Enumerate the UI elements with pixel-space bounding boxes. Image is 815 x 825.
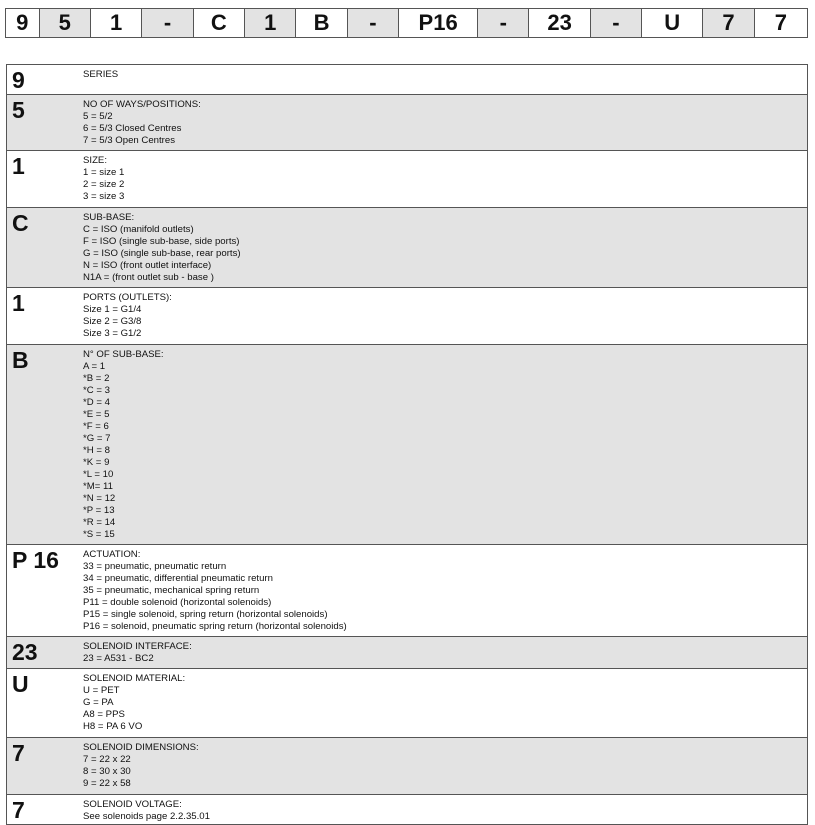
spec-description (83, 641, 192, 665)
spec-row (7, 545, 807, 637)
spec-option: P16 = solenoid, pneumatic spring return (horizontal solenoids) (83, 621, 347, 632)
spec-option: P11 = double solenoid (horizontal solenoids) (83, 597, 272, 608)
spec-row (7, 208, 807, 288)
code-cell: 5 (40, 9, 91, 37)
spec-row (7, 65, 807, 95)
code-cell: - (591, 9, 642, 37)
spec-option: 23 = A531 - BC2 (83, 653, 154, 664)
code-cell: 1 (245, 9, 296, 37)
code-cell: P16 (399, 9, 478, 37)
spec-description (83, 349, 164, 541)
spec-option: A8 = PPS (83, 709, 125, 720)
code-cell: - (478, 9, 529, 37)
spec-row (7, 738, 807, 795)
spec-option: 3 = size 3 (83, 191, 125, 202)
spec-option: Size 1 = G1/4 (83, 304, 142, 315)
spec-option: *B = 2 (83, 373, 110, 384)
code-cell: - (142, 9, 193, 37)
code-cell: 23 (529, 9, 590, 37)
code-cell: 1 (91, 9, 142, 37)
spec-title: SOLENOID VOLTAGE: (83, 799, 182, 810)
spec-option: 5 = 5/2 (83, 111, 113, 122)
spec-title: SOLENOID DIMENSIONS: (83, 742, 199, 753)
spec-option: *N = 12 (83, 493, 116, 504)
spec-code: 7 (12, 797, 25, 823)
spec-description (83, 69, 118, 81)
spec-option: *E = 5 (83, 409, 110, 420)
spec-title: N° OF SUB-BASE: (83, 349, 164, 360)
spec-code: P 16 (12, 547, 59, 573)
spec-option: *R = 14 (83, 517, 116, 528)
part-code-bar (5, 8, 808, 38)
spec-option: *L = 10 (83, 469, 114, 480)
spec-description (83, 799, 210, 823)
spec-table (6, 64, 808, 825)
spec-row (7, 288, 807, 345)
spec-option: *S = 15 (83, 529, 115, 540)
spec-description (83, 155, 124, 203)
spec-code: U (12, 671, 29, 697)
spec-code: B (12, 347, 29, 373)
spec-option: *H = 8 (83, 445, 110, 456)
spec-option: 6 = 5/3 Closed Centres (83, 123, 182, 134)
code-cell: 7 (703, 9, 754, 37)
spec-option: 9 = 22 x 58 (83, 778, 131, 789)
code-cell: B (296, 9, 347, 37)
spec-option: *P = 13 (83, 505, 115, 516)
spec-option: 7 = 5/3 Open Centres (83, 135, 175, 146)
spec-description (83, 549, 347, 633)
spec-code: 7 (12, 740, 25, 766)
spec-title: PORTS (OUTLETS): (83, 292, 172, 303)
spec-code: C (12, 210, 29, 236)
spec-title: SERIES (83, 69, 119, 80)
spec-option: *K = 9 (83, 457, 110, 468)
code-cell: U (642, 9, 703, 37)
spec-option: N1A = (front outlet sub - base ) (83, 272, 214, 283)
spec-code: 1 (12, 290, 25, 316)
spec-title: SIZE: (83, 155, 107, 166)
spec-option: 34 = pneumatic, differential pneumatic return (83, 573, 273, 584)
spec-description (83, 99, 201, 147)
spec-option: H8 = PA 6 VO (83, 721, 143, 732)
spec-option: *D = 4 (83, 397, 110, 408)
spec-option: 33 = pneumatic, pneumatic return (83, 561, 227, 572)
spec-description (83, 292, 172, 340)
spec-option: P15 = single solenoid, spring return (horizontal solenoids) (83, 609, 328, 620)
spec-option: G = ISO (single sub-base, rear ports) (83, 248, 241, 259)
spec-option: See solenoids page 2.2.35.01 (83, 811, 210, 822)
spec-code: 1 (12, 153, 25, 179)
spec-option: 35 = pneumatic, mechanical spring return (83, 585, 260, 596)
spec-option: 7 = 22 x 22 (83, 754, 131, 765)
spec-description (83, 742, 199, 790)
spec-code: 9 (12, 67, 25, 93)
spec-title: SUB-BASE: (83, 212, 135, 223)
spec-option: A = 1 (83, 361, 106, 372)
spec-code: 23 (12, 639, 38, 665)
spec-code: 5 (12, 97, 25, 123)
spec-row (7, 95, 807, 151)
spec-row (7, 345, 807, 545)
spec-option: Size 2 = G3/8 (83, 316, 142, 327)
spec-title: NO OF WAYS/POSITIONS: (83, 99, 201, 110)
spec-option: *G = 7 (83, 433, 111, 444)
spec-option: 2 = size 2 (83, 179, 125, 190)
spec-title: SOLENOID INTERFACE: (83, 641, 192, 652)
spec-option: F = ISO (single sub-base, side ports) (83, 236, 240, 247)
code-cell: - (348, 9, 399, 37)
spec-option: C = ISO (manifold outlets) (83, 224, 194, 235)
spec-option: *M= 11 (83, 481, 113, 492)
code-cell: C (194, 9, 245, 37)
spec-option: 8 = 30 x 30 (83, 766, 131, 777)
spec-option: 1 = size 1 (83, 167, 125, 178)
spec-option: G = PA (83, 697, 114, 708)
spec-row (7, 637, 807, 669)
spec-option: *C = 3 (83, 385, 110, 396)
spec-option: U = PET (83, 685, 120, 696)
spec-description (83, 673, 185, 733)
code-cell: 7 (774, 10, 787, 35)
spec-title: ACTUATION: (83, 549, 141, 560)
spec-option: N = ISO (front outlet interface) (83, 260, 212, 271)
spec-option: Size 3 = G1/2 (83, 328, 142, 339)
spec-title: SOLENOID MATERIAL: (83, 673, 186, 684)
spec-row (7, 151, 807, 208)
spec-option: *F = 6 (83, 421, 109, 432)
spec-description (83, 212, 241, 284)
code-cell: 9 (6, 9, 40, 37)
spec-row (7, 795, 807, 825)
spec-row (7, 669, 807, 738)
